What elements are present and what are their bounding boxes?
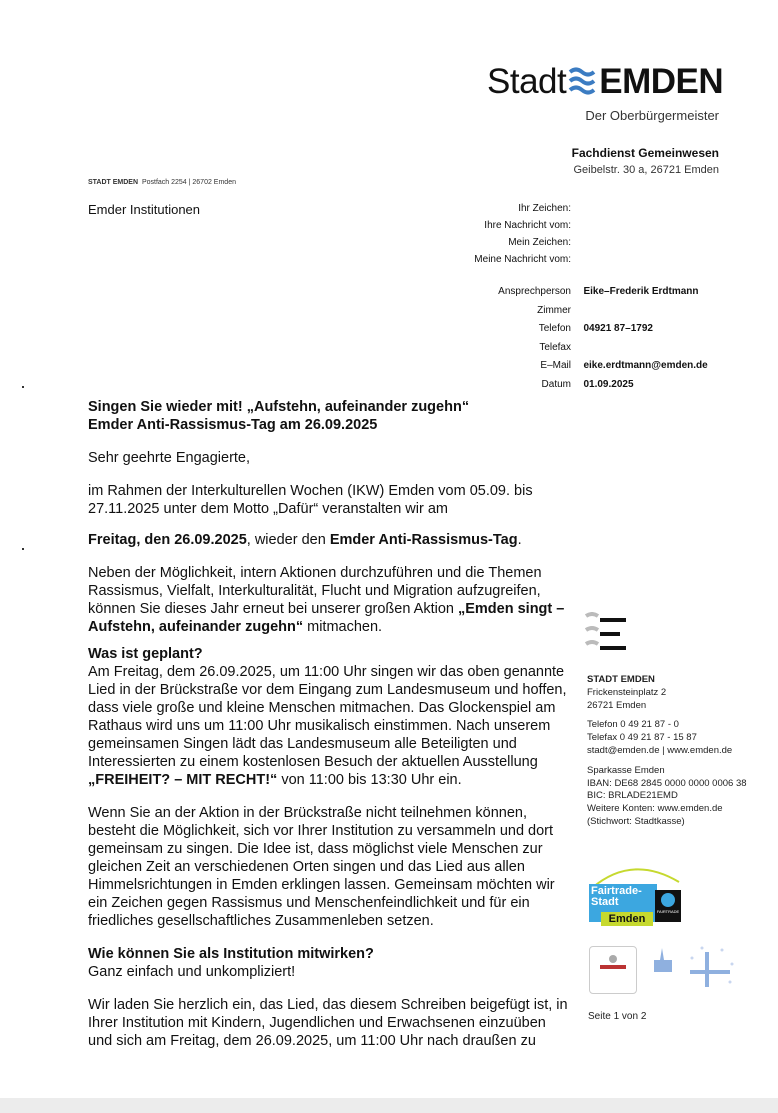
text-line: ein Zeichen gegen Rassismus und Menschenfeindlichkeit und für ein [88, 895, 530, 911]
paragraph [88, 804, 568, 930]
fairtrade-mark-text: FAIRTRADE [656, 909, 680, 914]
page-gap [0, 1098, 778, 1113]
fold-mark [22, 548, 24, 550]
sidebar-name: STADT EMDEN [587, 674, 655, 685]
letter-body [88, 398, 568, 1050]
reference-block [451, 200, 571, 268]
section-heading: Was ist geplant? [88, 646, 203, 662]
fold-mark [22, 386, 24, 388]
fairtrade-text: Stadt [591, 896, 619, 908]
department: Fachdienst Gemeinwesen [571, 146, 719, 160]
sidebar-line: Sparkasse Emden [587, 764, 665, 776]
stadt-emden-logo [487, 62, 723, 102]
ref-label: Mein Zeichen: [508, 237, 571, 248]
contact-value: 04921 87–1792 [583, 323, 653, 335]
text-line: Neben der Möglichkeit, intern Aktionen durchzuführen und die Themen [88, 565, 542, 581]
logo-emden: EMDEN [599, 62, 724, 101]
paragraph [88, 482, 568, 518]
sidebar-line: 26721 Emden [587, 699, 647, 711]
text-line: Ihrer Institution mit Kindern, Jugendlichen und Erwachsenen einzuüben [88, 1015, 546, 1031]
sidebar-line: (Stichwort: Stadtkasse) [587, 815, 685, 827]
wave-logo-icon [568, 66, 598, 96]
page-number: Seite 1 von 2 [588, 1011, 647, 1022]
sidebar-line: IBAN: DE68 2845 0000 0000 0006 38 [587, 777, 747, 789]
fairtrade-emden: Emden [601, 912, 653, 926]
contact-row [451, 338, 708, 357]
text: . [517, 532, 522, 548]
contact-row [451, 319, 708, 338]
text-line: gemeinsam zu singen. Die Idee ist, dass möglichst viele Menschen zur [88, 841, 543, 857]
ref-label: Ihre Nachricht vom: [484, 220, 571, 231]
emden-e-logo-icon [585, 612, 629, 654]
contact-label: Telefax [539, 341, 571, 353]
fairtrade-text: Fairtrade- [591, 885, 642, 897]
sidebar-line: BIC: BRLADE21EMD [587, 790, 678, 802]
audit-berufundfamilie-logo-icon [589, 946, 637, 994]
sender-name: STADT EMDEN [88, 179, 139, 186]
text: , wieder den [246, 532, 330, 548]
sender-line [88, 179, 236, 186]
section-heading: Wie können Sie als Institution mitwirken? [88, 946, 374, 962]
text-line: Rassismus, Vielfalt, Interkulturalität, Flucht und Migration aufzugreifen, [88, 583, 541, 599]
bold-text: „FREIHEIT? – MIT RECHT!“ [88, 772, 278, 788]
sidebar-line: Telefon 0 49 21 87 - 0 [587, 719, 679, 731]
bold-text: Aufstehn, aufeinander zugehn“ [88, 619, 304, 635]
sidebar-web-link[interactable]: stadt@emden.de | www.emden.de [587, 744, 733, 756]
contact-label: E–Mail [540, 360, 571, 372]
paragraph [88, 531, 568, 549]
fairtrade-mark-icon [655, 890, 681, 922]
text: von 11:00 bis 13:30 Uhr ein. [277, 772, 462, 788]
logo-stadt: Stadt [487, 62, 567, 101]
fairtrade-logo [587, 860, 687, 930]
text-line: friedliches gesellschaftliches Zusammenleben setzen. [88, 913, 434, 929]
text-line: dass viele große und kleine Menschen mitmachen. Das Glockenspiel am [88, 700, 556, 716]
sidebar-line: Frickensteinplatz 2 [587, 686, 667, 698]
contact-row [451, 356, 708, 375]
ref-label: Ihr Zeichen: [518, 203, 571, 214]
sidebar-line: Telefax 0 49 21 87 - 15 87 [587, 732, 697, 744]
text-line: Lied in der Brückstraße vor dem Eingang zum Landesmuseum und hoffen, [88, 682, 567, 698]
text-line: Wenn Sie an der Aktion in der Brückstraße nicht teilnehmen können, [88, 805, 528, 821]
text-line: 27.11.2025 unter dem Motto „Dafür“ veranstalten wir am [88, 501, 448, 517]
contact-email-link[interactable]: eike.erdtmann@emden.de [583, 360, 708, 372]
text-line: und sich am Freitag, dem 26.09.2025, um 11:00 Uhr nach draußen zu [88, 1033, 536, 1049]
text-line: Rathaus wird uns um 11:00 Uhr musikalisch einstimmen. Nach unserem [88, 718, 551, 734]
sidebar-line: Weitere Konten: www.emden.de [587, 803, 723, 815]
salutation: Sehr geehrte Engagierte, [88, 450, 251, 466]
text-line: Interessierten zu einem kostenlosen Besuch der aktuellen Ausstellung [88, 754, 538, 770]
ref-label: Meine Nachricht vom: [474, 254, 571, 265]
contact-value: 01.09.2025 [583, 378, 634, 390]
reformation-city-logo-icon [652, 942, 738, 998]
text-line: gemeinsamen Singen lädt das Landesmuseum alle Beteiligten und [88, 736, 517, 752]
subject-line: Emder Anti-Rassismus-Tag am 26.09.2025 [88, 417, 378, 433]
contact-row [451, 301, 708, 320]
contact-value: Eike–Frederik Erdtmann [583, 286, 699, 297]
text-line: besteht die Möglichkeit, sich vor Ihrer Institution zu versammeln und dort [88, 823, 554, 839]
text-line: Himmelsrichtungen in Emden erklingen lassen. Gemeinsam möchten wir [88, 877, 555, 893]
paragraph [88, 564, 568, 636]
text-line: Wir laden Sie herzlich ein, das Lied, das diesem Schreiben beigefügt ist, in [88, 997, 568, 1013]
subtitle: Der Oberbürgermeister [585, 108, 719, 123]
text-line: im Rahmen der Interkulturellen Wochen (IKW) Emden vom 05.09. bis [88, 483, 533, 499]
paragraph [88, 663, 568, 789]
subject-line: Singen Sie wieder mit! „Aufstehn, aufeinander zugehn“ [88, 399, 470, 415]
contact-row [451, 375, 708, 394]
text: mitmachen. [303, 619, 383, 635]
contact-block [451, 282, 708, 394]
sidebar-address [587, 674, 747, 829]
contact-label: Zimmer [537, 304, 571, 316]
paragraph [88, 996, 568, 1050]
contact-label: Telefon [538, 323, 571, 335]
bold-text: Emder Anti-Rassismus-Tag [329, 532, 518, 548]
contact-row [451, 282, 708, 301]
contact-label: Datum [541, 378, 571, 390]
text-line: gleichen Zeit an verschiedenen Orten singen und das Lied aus allen [88, 859, 525, 875]
bold-text: „Emden singt – [457, 601, 565, 617]
text: können Sie dieses Jahr erneut bei unserer großen Aktion [88, 601, 458, 617]
bold-text: Freitag, den 26.09.2025 [88, 532, 247, 548]
text-line: Am Freitag, dem 26.09.2025, um 11:00 Uhr singen wir das oben genannte [88, 664, 565, 680]
recipient: Emder Institutionen [88, 202, 201, 217]
contact-label: Ansprechperson [498, 286, 571, 297]
sender-address: Postfach 2254 | 26702 Emden [141, 179, 236, 186]
department-address: Geibelstr. 30 a, 26721 Emden [573, 164, 719, 176]
text-line: Ganz einfach und unkompliziert! [88, 964, 296, 980]
